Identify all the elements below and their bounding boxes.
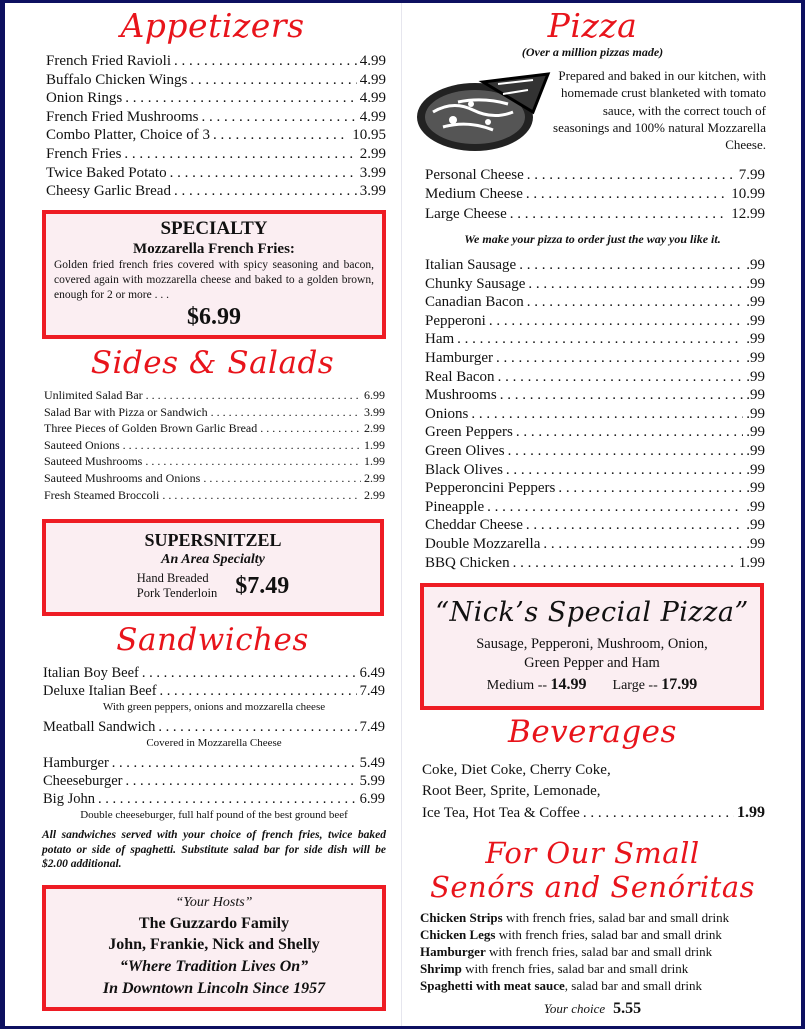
item-price: 2.99 xyxy=(359,145,386,162)
menu-item xyxy=(425,442,765,461)
specialty-subheading: Mozzarella French Fries: xyxy=(133,241,295,257)
dot-leader xyxy=(496,349,743,368)
supersnitzel-subheading: An Area Specialty xyxy=(161,552,265,567)
item-price: 2.99 xyxy=(364,470,385,485)
item-price: 6.99 xyxy=(364,388,385,402)
item-name: French Fries xyxy=(46,145,122,162)
dot-leader xyxy=(527,293,744,312)
pizza-sizes-list xyxy=(425,166,765,224)
dot-leader xyxy=(516,423,743,442)
item-name: Italian Sausage xyxy=(425,257,517,273)
item-price: 12.99 xyxy=(731,205,765,222)
menu-item xyxy=(46,126,386,145)
item-name: French Fried Mushrooms xyxy=(46,108,199,125)
dot-leader xyxy=(190,71,356,90)
item-name: BBQ Chicken xyxy=(425,554,510,571)
menu-item xyxy=(425,498,765,517)
item-note: Double cheeseburger, full half pound of the best ground beef xyxy=(80,809,348,821)
item-price: .99 xyxy=(746,405,765,422)
kids-item-desc: with french fries, salad bar and small drink xyxy=(485,944,713,959)
item-price: 3.99 xyxy=(364,404,385,419)
kids-title-line1: For Our Small xyxy=(485,836,700,870)
dot-leader xyxy=(174,52,357,71)
item-name: Green Olives xyxy=(425,442,505,459)
nicks-large-label: Large -- xyxy=(612,678,658,693)
dot-leader xyxy=(260,420,361,437)
item-name: Italian Boy Beef xyxy=(43,665,139,681)
item-price: 3.99 xyxy=(359,183,386,200)
item-name: Pineapple xyxy=(425,498,485,515)
specialty-description: Golden fried french fries covered with spicy seasoning and bacon, covered again with mozzarella cheese and baked to a golden brown, enough for 2 or more . . . xyxy=(54,259,374,301)
nicks-large-price: 17.99 xyxy=(661,676,698,693)
menu-item xyxy=(44,470,385,487)
item-name: Unlimited Salad Bar xyxy=(44,388,143,402)
menu-item xyxy=(425,368,765,387)
dot-leader xyxy=(213,126,349,145)
dot-leader xyxy=(526,516,743,535)
menu-item xyxy=(425,461,765,480)
menu-item xyxy=(425,479,765,498)
supersnitzel-line1: Hand Breaded xyxy=(136,571,209,585)
sides-title: Sides & Salads xyxy=(90,345,335,381)
kids-item-name: Chicken Strips xyxy=(420,910,503,925)
nicks-large xyxy=(613,673,698,698)
menu-item xyxy=(44,404,385,421)
hosts-family: The Guzzardo Family xyxy=(138,915,290,932)
nicks-special-title: “Nick’s Special Pizza” xyxy=(435,597,749,628)
dot-leader xyxy=(202,108,357,127)
item-name: Buffalo Chicken Wings xyxy=(46,71,188,88)
kids-item-desc: , salad bar and small drink xyxy=(564,978,702,993)
menu-item xyxy=(425,535,765,554)
column-divider xyxy=(401,3,402,1026)
item-name: Fresh Steamed Broccoli xyxy=(44,487,160,502)
item-name: Canadian Bacon xyxy=(425,294,524,311)
item-price: 4.99 xyxy=(359,71,386,88)
menu-item xyxy=(425,312,765,331)
menu-item xyxy=(425,330,765,349)
sandwiches-footnote: All sandwiches served with your choice of french fries, twice baked potato or side of spaghetti. Substitute salad bar for side dish will be $2.00 additional. xyxy=(42,829,386,870)
kids-item xyxy=(420,977,765,994)
menu-item xyxy=(46,164,386,183)
beverages-price: 1.99 xyxy=(737,804,765,821)
hosts-motto: “Where Tradition Lives On” xyxy=(119,958,309,975)
nicks-medium-price: 14.99 xyxy=(550,676,587,693)
item-price: 3.99 xyxy=(359,164,386,181)
pizza-toppings-list xyxy=(425,256,765,572)
item-price: .99 xyxy=(746,442,765,459)
appetizers-list xyxy=(46,52,386,201)
item-price: .99 xyxy=(746,424,765,441)
item-price: .99 xyxy=(746,480,765,497)
dot-leader xyxy=(146,387,361,404)
dot-leader xyxy=(145,453,361,470)
pizza-illustration-icon xyxy=(413,62,553,157)
item-name: Double Mozzarella xyxy=(425,535,541,552)
kids-item-desc: with french fries, salad bar and small drink xyxy=(461,961,689,976)
item-name: Ham xyxy=(425,331,455,348)
item-price: 7.99 xyxy=(738,167,765,183)
dot-leader xyxy=(513,554,736,573)
kids-item-desc: with french fries, salad bar and small drink xyxy=(495,927,722,942)
item-name: Green Peppers xyxy=(425,424,513,441)
dot-leader xyxy=(510,205,728,224)
beverages-line2: Root Beer, Sprite, Lemonade, xyxy=(422,783,601,799)
item-price: .99 xyxy=(746,461,765,478)
item-price: 5.99 xyxy=(359,773,385,789)
nicks-line2: Green Pepper and Ham xyxy=(524,655,660,671)
menu-item xyxy=(425,256,765,275)
menu-item xyxy=(46,89,386,108)
item-name: Three Pieces of Golden Brown Garlic Bread xyxy=(44,421,258,436)
item-name: Meatball Sandwich xyxy=(43,719,156,735)
item-name: Real Bacon xyxy=(425,368,495,385)
beverages-list xyxy=(422,760,765,824)
menu-item xyxy=(46,182,386,201)
kids-item-name: Chicken Legs xyxy=(420,927,496,942)
item-name: Big John xyxy=(43,791,95,807)
pizza-description: Prepared and baked in our kitchen, with homemade crust blanketed with tomato sauce, with the correct touch of seasonings and 100% natural Mozzarella Cheese. xyxy=(553,68,766,153)
menu-item xyxy=(43,682,385,700)
item-price: .99 xyxy=(746,517,765,534)
dot-leader xyxy=(170,164,357,183)
item-price: .99 xyxy=(746,498,765,515)
dot-leader xyxy=(112,754,357,772)
menu-item xyxy=(46,71,386,90)
item-price: .99 xyxy=(746,387,765,404)
menu-item xyxy=(43,718,385,736)
dot-leader xyxy=(508,442,744,461)
pizza-subtitle: (Over a million pizzas made) xyxy=(521,45,664,59)
dot-leader xyxy=(527,166,736,185)
menu-item xyxy=(425,293,765,312)
dot-leader xyxy=(500,386,744,405)
item-name: Onion Rings xyxy=(46,90,123,107)
item-price: .99 xyxy=(746,312,765,329)
dot-leader xyxy=(457,330,743,349)
menu-item xyxy=(425,516,765,535)
item-name: Black Olives xyxy=(425,461,503,478)
item-price: 6.99 xyxy=(359,791,385,807)
specialty-price: $6.99 xyxy=(187,304,241,330)
item-name: Pepperoni xyxy=(425,312,486,329)
kids-item-name: Hamburger xyxy=(420,944,486,959)
beverages-line3-text: Ice Tea, Hot Tea & Coffee xyxy=(422,805,580,821)
item-price: 1.99 xyxy=(364,437,385,452)
item-name: Onions xyxy=(425,405,469,422)
hosts-since: In Downtown Lincoln Since 1957 xyxy=(102,980,326,997)
dot-leader xyxy=(489,312,743,331)
dot-leader xyxy=(543,535,743,554)
supersnitzel-box xyxy=(42,519,384,616)
dot-leader xyxy=(526,185,728,204)
nicks-medium xyxy=(487,673,587,698)
beverages-line1: Coke, Diet Coke, Cherry Coke, xyxy=(422,762,611,778)
menu-item xyxy=(44,437,385,454)
appetizers-title: Appetizers xyxy=(120,6,305,45)
sandwiches-list xyxy=(43,664,385,826)
item-price: .99 xyxy=(746,331,765,348)
dot-leader xyxy=(558,479,743,498)
item-name: Combo Platter, Choice of 3 xyxy=(46,127,210,144)
dot-leader xyxy=(203,470,361,487)
sandwiches-title: Sandwiches xyxy=(116,622,309,658)
item-name: Twice Baked Potato xyxy=(46,164,167,181)
dot-leader xyxy=(583,803,734,824)
nicks-line1: Sausage, Pepperoni, Mushroom, Onion, xyxy=(476,636,708,652)
item-name: Chunky Sausage xyxy=(425,275,526,292)
item-name: Sauteed Mushrooms and Onions xyxy=(44,470,201,485)
menu-item xyxy=(425,405,765,424)
item-name: Mushrooms xyxy=(425,387,497,404)
menu-item xyxy=(43,754,385,772)
dot-leader xyxy=(211,404,361,421)
item-name: Deluxe Italian Beef xyxy=(43,683,157,699)
dot-leader xyxy=(142,664,357,682)
supersnitzel-heading: SUPERSNITZEL xyxy=(144,530,282,550)
supersnitzel-price: $7.49 xyxy=(235,572,290,599)
menu-item xyxy=(43,772,385,790)
item-price: 4.99 xyxy=(359,53,386,69)
dot-leader xyxy=(98,790,357,808)
menu-item xyxy=(425,166,765,185)
dot-leader xyxy=(124,145,356,164)
item-name: Large Cheese xyxy=(425,205,507,222)
menu-item xyxy=(425,554,765,573)
item-price: .99 xyxy=(746,368,765,385)
dot-leader xyxy=(519,256,743,275)
menu-item xyxy=(46,52,386,71)
nicks-special-box xyxy=(420,583,764,710)
dot-leader xyxy=(160,682,357,700)
item-name: Cheeseburger xyxy=(43,773,123,789)
item-price: 10.99 xyxy=(731,186,765,203)
dot-leader xyxy=(471,405,743,424)
kids-item-desc: with french fries, salad bar and small drink xyxy=(502,910,730,925)
menu-item xyxy=(425,275,765,294)
item-price: 5.49 xyxy=(359,755,385,771)
item-price: 7.49 xyxy=(359,683,385,699)
menu-item xyxy=(425,423,765,442)
supersnitzel-line2: Pork Tenderloin xyxy=(136,586,218,600)
menu-item xyxy=(425,185,765,204)
specialty-box xyxy=(42,210,386,339)
dot-leader xyxy=(125,89,356,108)
item-note: With green peppers, onions and mozzarella cheese xyxy=(102,701,326,713)
item-price: .99 xyxy=(746,294,765,311)
hosts-box xyxy=(42,885,386,1011)
dot-leader xyxy=(528,275,743,294)
kids-choice-label: Your choice xyxy=(543,1001,606,1016)
menu-item xyxy=(425,205,765,224)
kids-title xyxy=(420,836,765,904)
menu-item xyxy=(44,420,385,437)
menu-item xyxy=(43,664,385,682)
kids-title-line2: Senórs and Senóritas xyxy=(429,870,755,904)
dot-leader xyxy=(123,437,361,454)
menu-item xyxy=(425,349,765,368)
item-name: Salad Bar with Pizza or Sandwich xyxy=(44,404,208,419)
item-name: Hamburger xyxy=(425,349,494,366)
item-name: French Fried Ravioli xyxy=(46,53,171,69)
menu-item xyxy=(46,145,386,164)
item-price: 1.99 xyxy=(364,454,385,469)
dot-leader xyxy=(162,487,361,504)
item-name: Pepperoncini Peppers xyxy=(425,480,556,497)
dot-leader xyxy=(125,772,356,790)
item-name: Cheddar Cheese xyxy=(425,517,523,534)
hosts-label: “Your Hosts” xyxy=(175,895,253,910)
item-price: .99 xyxy=(746,349,765,366)
beverages-line3 xyxy=(422,802,765,824)
item-price: 7.49 xyxy=(359,719,385,735)
dot-leader xyxy=(174,182,357,201)
menu-item xyxy=(46,108,386,127)
item-name: Cheesy Garlic Bread xyxy=(46,183,171,200)
pizza-order-note: We make your pizza to order just the way you like it. xyxy=(464,232,721,246)
kids-item-name: Shrimp xyxy=(420,961,462,976)
kids-item xyxy=(420,960,765,977)
kids-choice-price: 5.55 xyxy=(613,1000,642,1017)
menu-item xyxy=(44,453,385,470)
item-name: Hamburger xyxy=(43,755,109,771)
item-price: 4.99 xyxy=(359,90,386,107)
kids-item xyxy=(420,909,765,926)
item-name: Medium Cheese xyxy=(425,186,523,203)
pizza-title: Pizza xyxy=(547,6,638,45)
kids-choice xyxy=(420,1000,765,1018)
item-price: 4.99 xyxy=(359,108,386,125)
dot-leader xyxy=(487,498,743,517)
kids-list xyxy=(420,909,765,994)
menu-item xyxy=(44,487,385,504)
specialty-heading: SPECIALTY xyxy=(160,218,268,239)
item-note: Covered in Mozzarella Cheese xyxy=(146,737,282,749)
item-name: Sauteed Onions xyxy=(44,437,120,452)
item-price: 2.99 xyxy=(364,487,385,502)
dot-leader xyxy=(498,368,744,387)
item-price: .99 xyxy=(746,275,765,292)
item-price: .99 xyxy=(746,257,765,273)
kids-item xyxy=(420,926,765,943)
beverages-title: Beverages xyxy=(508,714,677,750)
menu-item xyxy=(425,386,765,405)
dot-leader xyxy=(506,461,743,480)
kids-item xyxy=(420,943,765,960)
item-name: Sauteed Mushrooms xyxy=(44,454,143,469)
item-price: 2.99 xyxy=(364,421,385,436)
menu-item xyxy=(44,387,385,404)
item-price: .99 xyxy=(746,535,765,552)
dot-leader xyxy=(158,718,356,736)
nicks-medium-label: Medium -- xyxy=(486,678,548,693)
kids-item-name: Spaghetti with meat sauce xyxy=(420,978,565,993)
item-price: 10.95 xyxy=(352,127,386,144)
item-price: 1.99 xyxy=(738,554,765,571)
menu-item xyxy=(43,790,385,808)
hosts-names: John, Frankie, Nick and Shelly xyxy=(108,936,320,953)
sides-list xyxy=(44,387,385,503)
item-price: 6.49 xyxy=(359,665,385,681)
item-name: Personal Cheese xyxy=(425,167,524,183)
